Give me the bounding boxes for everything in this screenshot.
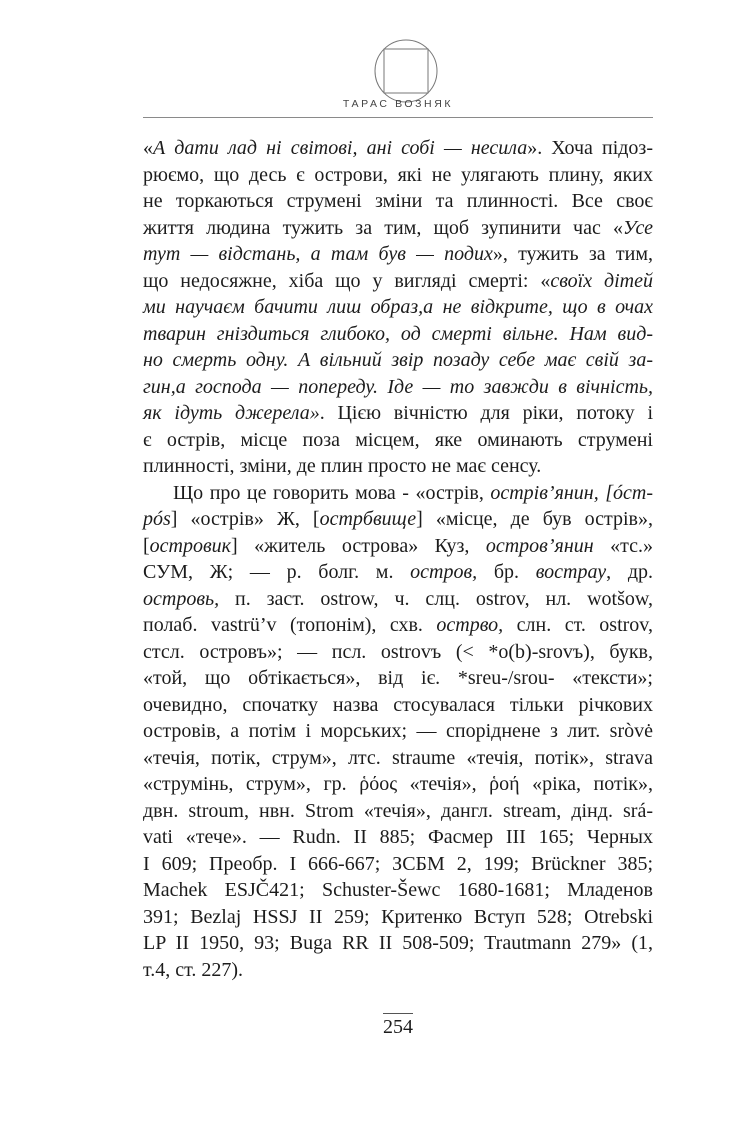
text-line: [143, 241, 653, 268]
text-segment: стсл. островъ»; — псл. ostrovъ (< *o(b)-srovъ), букв,: [143, 640, 653, 663]
text-line: [143, 930, 653, 957]
text-segment: полаб. vastrü’v (топонім), схв.: [143, 614, 437, 636]
text-line: [143, 268, 653, 295]
text-segment: бр.: [477, 561, 536, 583]
text-segment: », тужить за тим,: [492, 243, 653, 265]
text-line: [143, 957, 653, 984]
italic-segment: востpау: [535, 561, 607, 583]
text-line: [143, 400, 653, 427]
text-segment: не торкаються струмені зміни та плинності. Все своє: [143, 190, 653, 212]
page-number: 254: [383, 1013, 413, 1039]
text-segment: ] «житель острова» Куз,: [231, 534, 486, 557]
text-line: [143, 506, 653, 533]
italic-segment: острво,: [436, 614, 504, 636]
text-line: [143, 718, 653, 745]
text-line: [143, 771, 653, 798]
italic-segment: своїх дітей: [550, 269, 653, 292]
text-segment: «: [143, 137, 153, 159]
text-line: [143, 347, 653, 374]
text-line: [143, 612, 653, 639]
text-segment: очевидно, спочатку назва стосувалася тільки річкових: [143, 693, 653, 716]
text-segment: двн. stroum, нвн. Strom «течія», дангл. stream, дінд. srá-: [143, 799, 653, 822]
text-line: [143, 904, 653, 931]
text-segment: LP II 1950, 93; Buga RR II 508-509; Trautmann 279» (1,: [143, 932, 653, 954]
italic-segment: островь,: [143, 587, 220, 610]
text-segment: островів, а потім і морських; — споріднене з лит. sròvė: [143, 720, 653, 742]
italic-segment: ми научаєм бачити лиш образ,а не відкрите, що в очах: [143, 296, 653, 318]
italic-segment: островик: [149, 534, 232, 557]
text-segment: що недосяжне, хіба що у вигляді смерті: «: [143, 269, 551, 292]
text-segment: I 609; Преобр. I 666-667; ЗСБМ 2, 199; Brückner 385;: [143, 852, 653, 875]
text-segment: , др.: [606, 561, 653, 583]
text-line: [143, 692, 653, 719]
italic-segment: острів’янин, [óст-: [490, 481, 653, 504]
text-line: [143, 851, 653, 878]
text-line: [143, 665, 653, 692]
italic-segment: гин,а господа — попереду. Іде — то завжди в вічність,: [143, 375, 653, 398]
text-line: [143, 427, 653, 454]
text-segment: життя людина тужить за тим, щоб зупинити час «: [143, 216, 623, 239]
text-segment: Що про це говорить мова - «острів,: [173, 481, 491, 504]
text-line: [143, 798, 653, 825]
text-segment: . Цією вічністю для ріки, потоку і: [319, 402, 653, 424]
text-line: [143, 824, 653, 851]
text-line: [143, 188, 653, 215]
body-text: [143, 135, 653, 983]
text-segment: рюємо, що десь є острови, які не улягають плину, яких: [143, 163, 653, 186]
text-segment: слн. ст. ostrov,: [503, 614, 653, 636]
italic-segment: як ідуть джерела»: [143, 402, 320, 424]
text-segment: [: [143, 534, 150, 557]
text-line: [143, 480, 653, 507]
text-line: [143, 877, 653, 904]
italic-segment: остров,: [410, 561, 478, 583]
text-segment: є острів, місце поза місцем, яке оминають струмені: [143, 428, 653, 451]
italic-segment: тут — відстань, а там був — подих: [143, 243, 493, 265]
italic-segment: острбвище: [319, 508, 417, 530]
italic-segment: но смерть одну. А вільний звір позаду себе має свій за-: [143, 349, 653, 371]
text-line: [143, 745, 653, 772]
text-segment: Machek ESJČ421; Schuster-Šewc 1680-1681; Младенов: [143, 879, 653, 901]
header-divider: [143, 117, 653, 118]
italic-segment: А дати лад ні світові, ані собі — несила: [153, 137, 528, 159]
text-segment: ». Хоча підоз-: [527, 137, 653, 159]
running-header-author: ТАРАС ВОЗНЯК: [342, 98, 454, 110]
text-line: [143, 135, 653, 162]
text-line: [143, 639, 653, 666]
text-segment: «течія, потік, струм», лтс. straume «течія, потік», strava: [143, 746, 653, 769]
text-line: [143, 162, 653, 189]
text-segment: ] «острів» Ж, [: [170, 508, 320, 530]
footer: [143, 1013, 653, 1039]
text-segment: «той, що обтікається», від іє. *sreu-/srou- «тексти»;: [143, 667, 653, 689]
text-line: [143, 374, 653, 401]
text-segment: «тс.»: [593, 534, 653, 557]
paragraph-2: [143, 480, 653, 984]
text-segment: плинності, зміни, де плин просто не має сенсу.: [143, 455, 542, 477]
text-line: [143, 586, 653, 613]
text-segment: СУМ, Ж; — р. болг. м.: [143, 561, 411, 583]
text-segment: vati «тече». — Rudn. II 885; Фасмер III 165; Черных: [143, 826, 653, 848]
text-segment: 391; Bezlaj HSSJ II 259; Критенко Вступ 528; Otrebski: [143, 905, 653, 928]
text-line: [143, 215, 653, 242]
text-segment: п. заст. ostrow, ч. слц. ostrov, нл. wotšow,: [219, 587, 653, 610]
text-line: [143, 321, 653, 348]
paragraph-1: [143, 135, 653, 480]
text-line: [143, 559, 653, 586]
italic-segment: остров’янин: [485, 534, 594, 557]
text-segment: ] «місце, де був острів»,: [416, 508, 653, 530]
text-line: [143, 294, 653, 321]
text-segment: «струмінь, струм», гр. ῥόος «течія», ῥοή «ріка, потік»,: [143, 773, 653, 795]
text-line: [143, 453, 653, 480]
text-line: [143, 533, 653, 560]
italic-segment: рós: [143, 508, 171, 530]
italic-segment: Усе: [622, 216, 653, 239]
publisher-logo-icon: [373, 38, 439, 104]
text-segment: т.4, ст. 227).: [143, 958, 244, 981]
italic-segment: тварин гніздиться глибоко, од смерті вільне. Нам вид-: [143, 322, 653, 345]
